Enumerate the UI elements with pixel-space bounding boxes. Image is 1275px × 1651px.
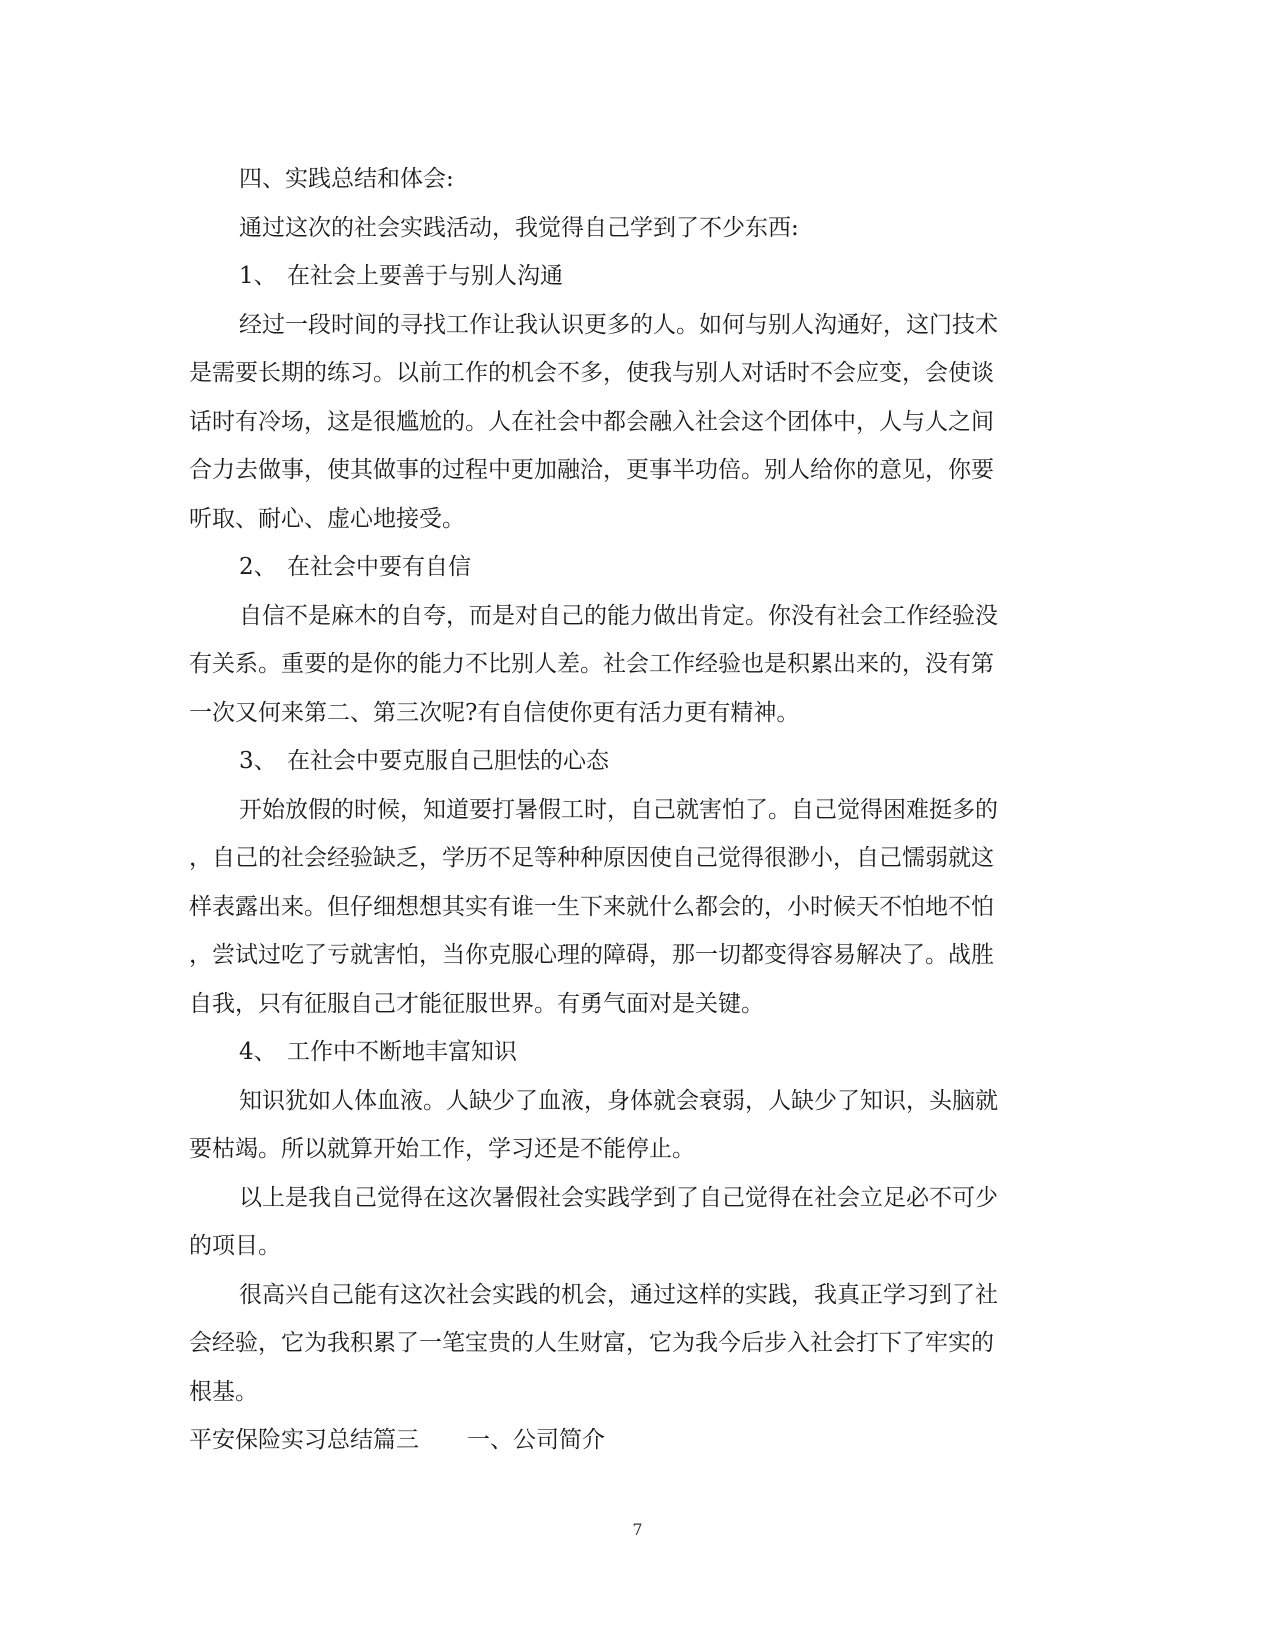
text-line: 的项目。: [189, 1233, 281, 1259]
text-line: 根基。: [189, 1378, 258, 1405]
section-heading: [189, 155, 1069, 204]
list-item-text: 在社会中要有自信: [287, 554, 471, 580]
text-line: 样表露出来。但仔细想想其实有谁一生下来就什么都会的，小时候天不怕地不怕: [189, 893, 994, 920]
text-line: 听取、耐心、虚心地接受。: [189, 505, 465, 532]
text-line: 以上是我自己觉得在这次暑假社会实践学到了自己觉得在社会立足必不可少: [239, 1184, 998, 1211]
text-line: 是需要长期的练习。以前工作的机会不多，使我与别人对话时不会应变，会使谈: [189, 360, 994, 386]
text-line: 自我，只有征服自己才能征服世界。有勇气面对是关键。: [189, 990, 764, 1017]
text-line: 合力去做事，使其做事的过程中更加融洽，更事半功倍。别人给你的意见，你要: [189, 457, 994, 483]
list-number: 3、: [239, 748, 277, 774]
article-title: 平安保险实习总结篇三: [189, 1427, 419, 1453]
list-item-text: 工作中不断地丰富知识: [287, 1039, 517, 1065]
intro-paragraph: [189, 204, 1069, 253]
text-line: 会经验，它为我积累了一笔宝贵的人生财富，它为我今后步入社会打下了牢实的: [189, 1330, 994, 1356]
text-line: 自信不是麻木的自夸，而是对自己的能力做出肯定。你没有社会工作经验没: [239, 602, 998, 629]
list-number: 2、: [239, 554, 277, 580]
paragraph-conclusion: [189, 1271, 1069, 1417]
list-number: 4、: [239, 1039, 277, 1065]
list-item-4: [189, 1028, 1069, 1077]
text-line: 知识犹如人体血液。人缺少了血液，身体就会衰弱，人缺少了知识，头脑就: [239, 1087, 998, 1114]
page-number: 7: [632, 1520, 643, 1539]
paragraph-summary: [189, 1174, 1069, 1271]
list-item-text: 在社会上要善于与别人沟通: [287, 263, 563, 289]
paragraph-courage: [189, 786, 1069, 1029]
list-item-text: 在社会中要克服自己胆怯的心态: [287, 748, 609, 774]
text-line: ，自己的社会经验缺乏，学历不足等种种原因使自己觉得很渺小，自己懦弱就这: [189, 845, 994, 871]
list-item-3: [189, 737, 1069, 786]
list-item-2: [189, 543, 1069, 592]
paragraph-communication: [189, 301, 1069, 544]
paragraph-confidence: [189, 592, 1069, 738]
text-line: 开始放假的时候，知道要打暑假工时，自己就害怕了。自己觉得困难挺多的: [239, 796, 998, 823]
text-line: 四、实践总结和体会:: [239, 166, 454, 192]
paragraph-knowledge: [189, 1077, 1069, 1174]
text-line: 有关系。重要的是你的能力不比别人差。社会工作经验也是积累出来的，没有第: [189, 651, 994, 677]
section-title: 一、公司简介: [467, 1427, 605, 1453]
text-line: 一次又何来第二、第三次呢?有自信使你更有活力更有精神。: [189, 699, 800, 726]
text-line: 话时有冷场，这是很尴尬的。人在社会中都会融入社会这个团体中，人与人之间: [189, 408, 994, 435]
text-line: 很高兴自己能有这次社会实践的机会，通过这样的实践，我真正学习到了社: [239, 1281, 998, 1308]
text-line: 经过一段时间的寻找工作让我认识更多的人。如何与别人沟通好，这门技术: [239, 311, 998, 338]
list-item-1: [189, 252, 1069, 301]
document-body: [189, 155, 1069, 1465]
text-line: 通过这次的社会实践活动，我觉得自己学到了不少东西:: [239, 214, 799, 241]
next-section-heading: [189, 1416, 1069, 1465]
list-number: 1、: [239, 263, 277, 289]
text-line: ，尝试过吃了亏就害怕，当你克服心理的障碍，那一切都变得容易解决了。战胜: [189, 942, 994, 968]
text-line: 要枯竭。所以就算开始工作，学习还是不能停止。: [189, 1136, 695, 1162]
